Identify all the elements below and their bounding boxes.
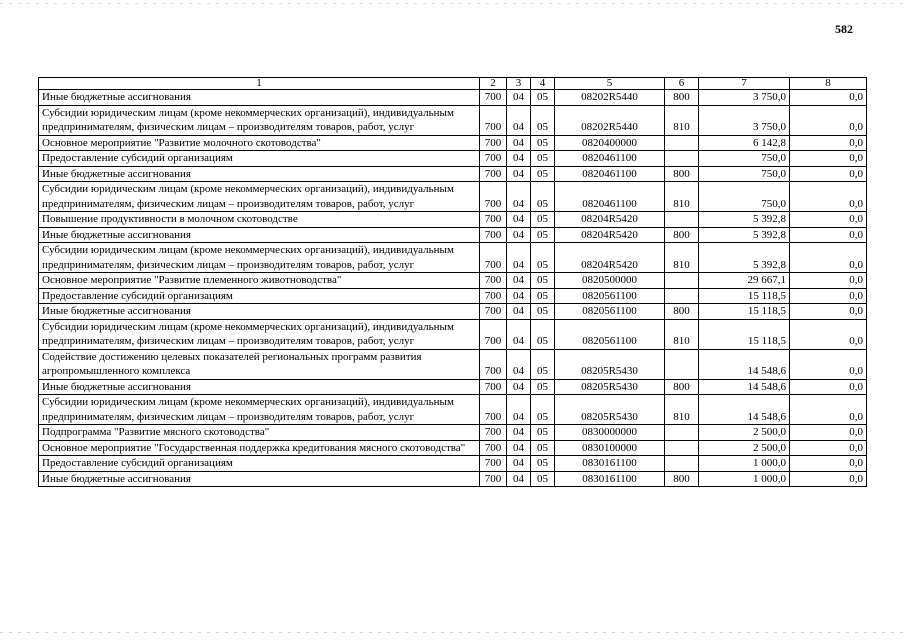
row-ministry-code-cell: 700 — [480, 288, 507, 304]
row-amount-2-cell: 0,0 — [790, 288, 867, 304]
row-amount-2-cell: 0,0 — [790, 319, 867, 349]
row-amount-2-cell: 0,0 — [790, 243, 867, 273]
row-section-cell: 04 — [507, 105, 531, 135]
table-row — [39, 379, 867, 395]
row-target-article-cell: 0820561100 — [555, 288, 665, 304]
table-row — [39, 288, 867, 304]
row-subsection-cell: 05 — [531, 227, 555, 243]
row-expense-type-cell — [665, 135, 699, 151]
row-target-article-cell: 0820461100 — [555, 151, 665, 167]
row-subsection-cell: 05 — [531, 288, 555, 304]
row-section-cell: 04 — [507, 151, 531, 167]
row-section-cell: 04 — [507, 273, 531, 289]
row-name-cell: Предоставление субсидий организациям — [39, 456, 480, 472]
row-subsection-cell: 05 — [531, 166, 555, 182]
row-amount-2-cell: 0,0 — [790, 166, 867, 182]
header-cell: 4 — [531, 78, 555, 90]
table-row — [39, 243, 867, 273]
row-expense-type-cell: 810 — [665, 182, 699, 212]
row-amount-2-cell: 0,0 — [790, 105, 867, 135]
row-section-cell: 04 — [507, 471, 531, 487]
row-name-cell: Иные бюджетные ассигнования — [39, 166, 480, 182]
row-subsection-cell: 05 — [531, 182, 555, 212]
row-name-cell: Субсидии юридическим лицам (кроме некоммерческих организаций), индивидуальным предпринимателям, физическим лицам – производителям товаров, работ, услуг — [39, 243, 480, 273]
row-target-article-cell: 08204R5420 — [555, 227, 665, 243]
row-amount-2-cell: 0,0 — [790, 440, 867, 456]
row-amount-2-cell: 0,0 — [790, 182, 867, 212]
row-name-cell: Иные бюджетные ассигнования — [39, 90, 480, 106]
row-amount-cell: 3 750,0 — [699, 90, 790, 106]
row-ministry-code-cell: 700 — [480, 182, 507, 212]
row-ministry-code-cell: 700 — [480, 471, 507, 487]
table-row — [39, 212, 867, 228]
table-row — [39, 135, 867, 151]
row-name-cell: Иные бюджетные ассигнования — [39, 379, 480, 395]
row-ministry-code-cell: 700 — [480, 166, 507, 182]
row-amount-2-cell: 0,0 — [790, 395, 867, 425]
row-expense-type-cell: 800 — [665, 90, 699, 106]
row-expense-type-cell: 800 — [665, 166, 699, 182]
row-name-cell: Повышение продуктивности в молочном скотоводстве — [39, 212, 480, 228]
table-row — [39, 440, 867, 456]
row-amount-2-cell: 0,0 — [790, 273, 867, 289]
row-subsection-cell: 05 — [531, 212, 555, 228]
row-amount-cell: 6 142,8 — [699, 135, 790, 151]
header-cell: 1 — [39, 78, 480, 90]
row-ministry-code-cell: 700 — [480, 379, 507, 395]
row-section-cell: 04 — [507, 304, 531, 320]
row-name-cell: Субсидии юридическим лицам (кроме некоммерческих организаций), индивидуальным предпринимателям, физическим лицам – производителям товаров, работ, услуг — [39, 319, 480, 349]
row-section-cell: 04 — [507, 243, 531, 273]
row-expense-type-cell: 800 — [665, 471, 699, 487]
table-row — [39, 90, 867, 106]
row-amount-cell: 5 392,8 — [699, 212, 790, 228]
row-section-cell: 04 — [507, 166, 531, 182]
row-subsection-cell: 05 — [531, 349, 555, 379]
row-expense-type-cell — [665, 151, 699, 167]
row-subsection-cell: 05 — [531, 471, 555, 487]
row-amount-2-cell: 0,0 — [790, 304, 867, 320]
row-name-cell: Предоставление субсидий организациям — [39, 151, 480, 167]
row-ministry-code-cell: 700 — [480, 212, 507, 228]
row-target-article-cell: 0820561100 — [555, 319, 665, 349]
row-target-article-cell: 08205R5430 — [555, 379, 665, 395]
table-row — [39, 304, 867, 320]
row-subsection-cell: 05 — [531, 319, 555, 349]
row-ministry-code-cell: 700 — [480, 151, 507, 167]
table-row — [39, 349, 867, 379]
header-cell: 7 — [699, 78, 790, 90]
row-ministry-code-cell: 700 — [480, 440, 507, 456]
row-name-cell: Иные бюджетные ассигнования — [39, 471, 480, 487]
row-ministry-code-cell: 700 — [480, 135, 507, 151]
row-target-article-cell: 08204R5420 — [555, 212, 665, 228]
row-amount-cell: 14 548,6 — [699, 379, 790, 395]
row-amount-2-cell: 0,0 — [790, 349, 867, 379]
row-name-cell: Предоставление субсидий организациям — [39, 288, 480, 304]
row-amount-cell: 15 118,5 — [699, 304, 790, 320]
row-expense-type-cell: 810 — [665, 105, 699, 135]
row-target-article-cell: 0820400000 — [555, 135, 665, 151]
row-target-article-cell: 0830000000 — [555, 425, 665, 441]
row-subsection-cell: 05 — [531, 243, 555, 273]
table-row — [39, 471, 867, 487]
row-section-cell: 04 — [507, 379, 531, 395]
row-amount-cell: 750,0 — [699, 182, 790, 212]
row-amount-cell: 2 500,0 — [699, 440, 790, 456]
header-cell: 8 — [790, 78, 867, 90]
row-name-cell: Подпрограмма "Развитие мясного скотоводства" — [39, 425, 480, 441]
row-section-cell: 04 — [507, 395, 531, 425]
table-row — [39, 273, 867, 289]
table-row — [39, 319, 867, 349]
row-amount-cell: 3 750,0 — [699, 105, 790, 135]
row-target-article-cell: 0830161100 — [555, 456, 665, 472]
row-subsection-cell: 05 — [531, 379, 555, 395]
row-target-article-cell: 08204R5420 — [555, 243, 665, 273]
row-subsection-cell: 05 — [531, 425, 555, 441]
row-amount-2-cell: 0,0 — [790, 135, 867, 151]
row-target-article-cell: 08202R5440 — [555, 105, 665, 135]
row-amount-2-cell: 0,0 — [790, 456, 867, 472]
row-amount-cell: 750,0 — [699, 151, 790, 167]
row-amount-cell: 14 548,6 — [699, 395, 790, 425]
row-amount-cell: 15 118,5 — [699, 288, 790, 304]
row-section-cell: 04 — [507, 227, 531, 243]
row-amount-cell: 5 392,8 — [699, 243, 790, 273]
row-ministry-code-cell: 700 — [480, 105, 507, 135]
row-expense-type-cell: 800 — [665, 304, 699, 320]
row-subsection-cell: 05 — [531, 151, 555, 167]
header-cell: 5 — [555, 78, 665, 90]
row-target-article-cell: 0820561100 — [555, 304, 665, 320]
row-name-cell: Основное мероприятие "Развитие племенного животноводства" — [39, 273, 480, 289]
row-section-cell: 04 — [507, 182, 531, 212]
row-amount-2-cell: 0,0 — [790, 379, 867, 395]
row-expense-type-cell — [665, 288, 699, 304]
row-expense-type-cell — [665, 425, 699, 441]
budget-table — [38, 77, 867, 487]
row-subsection-cell: 05 — [531, 440, 555, 456]
table-row — [39, 182, 867, 212]
row-target-article-cell: 08202R5440 — [555, 90, 665, 106]
page-number: 582 — [835, 22, 853, 36]
row-target-article-cell: 0820461100 — [555, 182, 665, 212]
table-row — [39, 166, 867, 182]
row-subsection-cell: 05 — [531, 90, 555, 106]
row-target-article-cell: 08205R5430 — [555, 349, 665, 379]
row-name-cell: Иные бюджетные ассигнования — [39, 304, 480, 320]
row-amount-2-cell: 0,0 — [790, 212, 867, 228]
scan-artifact-bottom — [0, 632, 905, 633]
row-ministry-code-cell: 700 — [480, 319, 507, 349]
row-ministry-code-cell: 700 — [480, 227, 507, 243]
row-section-cell: 04 — [507, 135, 531, 151]
row-amount-cell: 1 000,0 — [699, 456, 790, 472]
row-expense-type-cell — [665, 456, 699, 472]
row-expense-type-cell — [665, 440, 699, 456]
table-row — [39, 151, 867, 167]
row-section-cell: 04 — [507, 212, 531, 228]
row-ministry-code-cell: 700 — [480, 425, 507, 441]
row-name-cell: Основное мероприятие "Развитие молочного скотоводства" — [39, 135, 480, 151]
row-ministry-code-cell: 700 — [480, 304, 507, 320]
row-amount-cell: 1 000,0 — [699, 471, 790, 487]
row-amount-2-cell: 0,0 — [790, 151, 867, 167]
row-section-cell: 04 — [507, 90, 531, 106]
row-target-article-cell: 0820461100 — [555, 166, 665, 182]
scan-artifact-top — [0, 3, 905, 4]
row-subsection-cell: 05 — [531, 456, 555, 472]
header-cell: 6 — [665, 78, 699, 90]
row-expense-type-cell: 800 — [665, 379, 699, 395]
row-expense-type-cell: 810 — [665, 243, 699, 273]
row-expense-type-cell: 810 — [665, 395, 699, 425]
row-amount-2-cell: 0,0 — [790, 425, 867, 441]
table-row — [39, 105, 867, 135]
row-ministry-code-cell: 700 — [480, 395, 507, 425]
row-amount-cell: 750,0 — [699, 166, 790, 182]
row-name-cell: Содействие достижению целевых показателей региональных программ развития агропромышленного комплекса — [39, 349, 480, 379]
row-ministry-code-cell: 700 — [480, 456, 507, 472]
row-target-article-cell: 0820500000 — [555, 273, 665, 289]
row-name-cell: Основное мероприятие "Государственная поддержка кредитования мясного скотоводства" — [39, 440, 480, 456]
row-ministry-code-cell: 700 — [480, 90, 507, 106]
row-amount-cell: 2 500,0 — [699, 425, 790, 441]
row-target-article-cell: 08205R5430 — [555, 395, 665, 425]
table-row — [39, 395, 867, 425]
row-amount-2-cell: 0,0 — [790, 227, 867, 243]
row-expense-type-cell: 800 — [665, 227, 699, 243]
row-section-cell: 04 — [507, 425, 531, 441]
row-expense-type-cell — [665, 349, 699, 379]
row-expense-type-cell: 810 — [665, 319, 699, 349]
row-section-cell: 04 — [507, 319, 531, 349]
row-section-cell: 04 — [507, 288, 531, 304]
row-name-cell: Субсидии юридическим лицам (кроме некоммерческих организаций), индивидуальным предпринимателям, физическим лицам – производителям товаров, работ, услуг — [39, 105, 480, 135]
table-header-row — [39, 78, 867, 90]
row-target-article-cell: 0830100000 — [555, 440, 665, 456]
table-row — [39, 456, 867, 472]
table-row — [39, 227, 867, 243]
row-name-cell: Субсидии юридическим лицам (кроме некоммерческих организаций), индивидуальным предпринимателям, физическим лицам – производителям товаров, работ, услуг — [39, 395, 480, 425]
header-cell: 2 — [480, 78, 507, 90]
row-target-article-cell: 0830161100 — [555, 471, 665, 487]
row-subsection-cell: 05 — [531, 135, 555, 151]
row-ministry-code-cell: 700 — [480, 273, 507, 289]
row-subsection-cell: 05 — [531, 395, 555, 425]
row-amount-2-cell: 0,0 — [790, 90, 867, 106]
row-amount-cell: 15 118,5 — [699, 319, 790, 349]
row-amount-cell: 14 548,6 — [699, 349, 790, 379]
row-section-cell: 04 — [507, 456, 531, 472]
row-subsection-cell: 05 — [531, 273, 555, 289]
table-row — [39, 425, 867, 441]
row-section-cell: 04 — [507, 349, 531, 379]
row-ministry-code-cell: 700 — [480, 243, 507, 273]
row-subsection-cell: 05 — [531, 304, 555, 320]
row-subsection-cell: 05 — [531, 105, 555, 135]
header-cell: 3 — [507, 78, 531, 90]
row-amount-cell: 29 667,1 — [699, 273, 790, 289]
row-expense-type-cell — [665, 212, 699, 228]
row-name-cell: Субсидии юридическим лицам (кроме некоммерческих организаций), индивидуальным предпринимателям, физическим лицам – производителям товаров, работ, услуг — [39, 182, 480, 212]
row-section-cell: 04 — [507, 440, 531, 456]
row-name-cell: Иные бюджетные ассигнования — [39, 227, 480, 243]
row-amount-2-cell: 0,0 — [790, 471, 867, 487]
row-expense-type-cell — [665, 273, 699, 289]
row-amount-cell: 5 392,8 — [699, 227, 790, 243]
row-ministry-code-cell: 700 — [480, 349, 507, 379]
